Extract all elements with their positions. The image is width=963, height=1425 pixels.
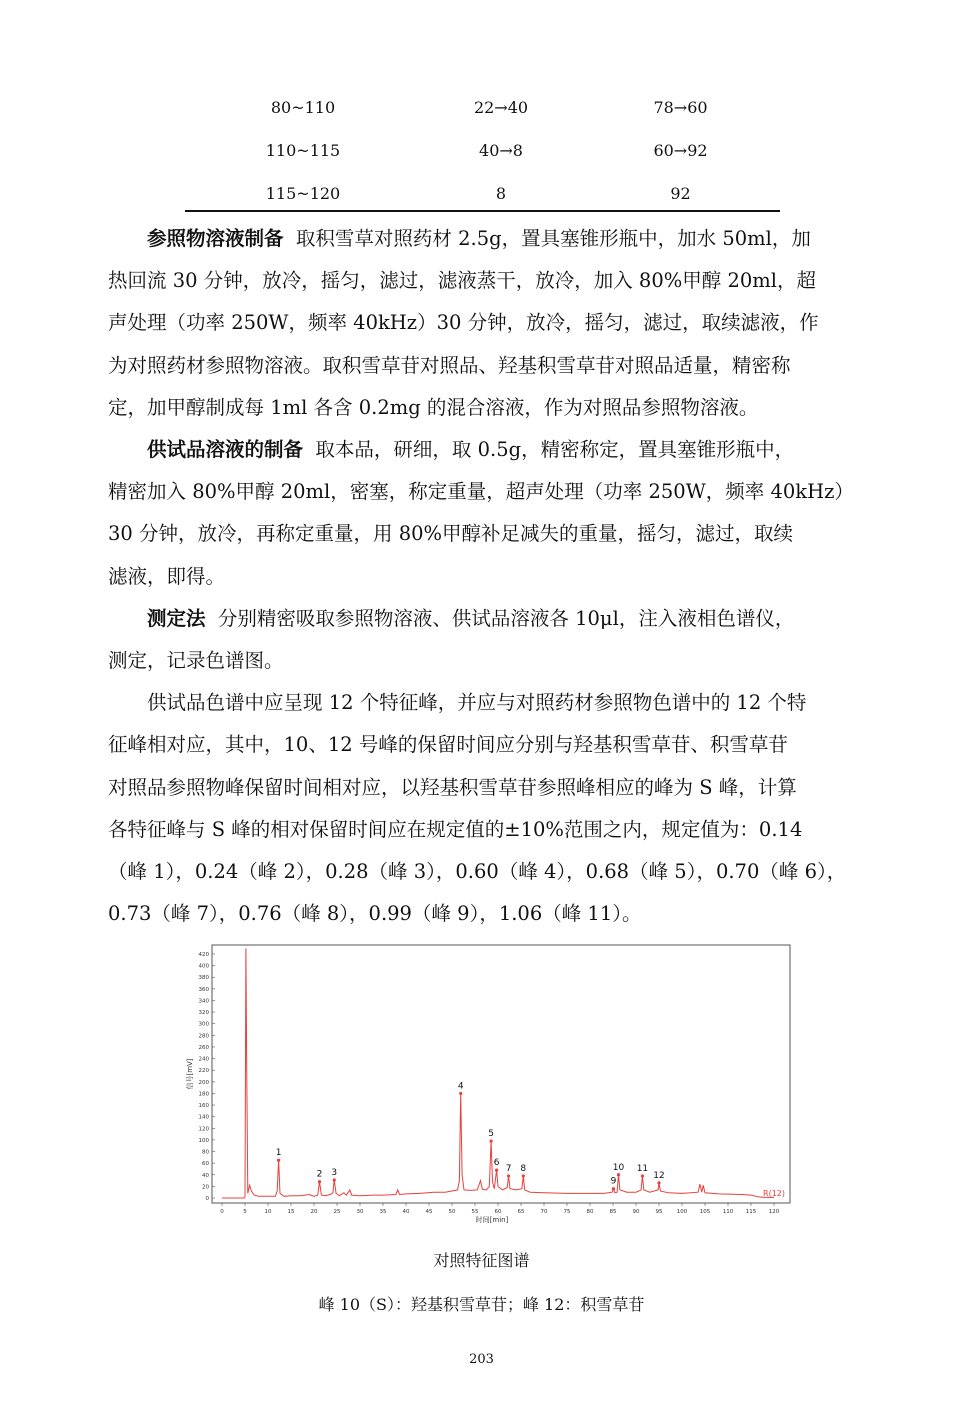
- y-tick-label: 20: [202, 1184, 209, 1191]
- peak-marker: [333, 1178, 336, 1181]
- x-tick-label: 120: [768, 1209, 780, 1215]
- x-tick-label: 50: [448, 1209, 456, 1215]
- table-row: [185, 129, 780, 172]
- y-tick-label: 0: [205, 1196, 209, 1202]
- x-tick-label: 90: [632, 1209, 640, 1215]
- peak-label: 10: [612, 1162, 625, 1173]
- x-tick-label: 15: [287, 1209, 295, 1215]
- peak-label: 11: [636, 1163, 649, 1174]
- table-cell-phase-b: 60→92: [653, 141, 708, 160]
- gradient-table: [185, 86, 780, 215]
- text-line: 为对照药材参照物溶液。取积雪草苷对照品、羟基积雪草苷对照品适量，精密称: [108, 353, 791, 377]
- text-line: 定，加甲醇制成每 1ml 各含 0.2mg 的混合溶液，作为对照品参照物溶液。: [108, 395, 759, 419]
- text-line: 滤液，即得。: [108, 564, 226, 588]
- peak-label: 3: [331, 1167, 338, 1178]
- y-tick-label: 160: [198, 1103, 209, 1110]
- paragraph-reference-solution: [108, 218, 858, 260]
- peak-label: 1: [275, 1148, 282, 1159]
- peak-marker: [617, 1173, 620, 1176]
- table-cell-phase-b: 92: [670, 184, 691, 203]
- table-cell-phase-a: 40→8: [479, 141, 523, 160]
- table-cell-time: 110~115: [265, 141, 341, 160]
- section-heading: 供试品溶液的制备: [147, 438, 304, 462]
- peak-marker: [657, 1181, 660, 1184]
- y-axis-label: 信号[mV]: [186, 1058, 194, 1090]
- section-heading: 测定法: [147, 606, 206, 630]
- y-tick-label: 80: [202, 1149, 209, 1156]
- text-line: （峰 1），0.24（峰 2），0.28（峰 3），0.60（峰 4），0.68（峰 5），0.70（峰 6），: [108, 860, 847, 884]
- text-line: 征峰相对应，其中，10、12 号峰的保留时间应分别与羟基积雪草苷、积雪草苷: [108, 733, 788, 757]
- y-tick-label: 300: [198, 1021, 209, 1028]
- text-line: 0.73（峰 7），0.76（峰 8），0.99（峰 9），1.06（峰 11）。: [108, 902, 642, 926]
- y-tick-label: 100: [198, 1137, 209, 1144]
- table-row: [185, 86, 780, 129]
- y-tick-label: 60: [202, 1161, 209, 1168]
- x-axis-label: 时间[min]: [475, 1216, 509, 1224]
- x-tick-label: 110: [722, 1209, 734, 1215]
- x-tick-label: 5: [243, 1209, 247, 1215]
- y-tick-label: 340: [198, 998, 209, 1005]
- peak-label: 6: [493, 1158, 500, 1169]
- peak-marker: [612, 1187, 615, 1190]
- x-tick-label: 55: [471, 1209, 479, 1215]
- y-tick-label: 400: [198, 963, 209, 970]
- x-tick-label: 10: [264, 1209, 272, 1215]
- peak-label: 8: [520, 1163, 527, 1174]
- body-text: [108, 218, 858, 935]
- peak-marker: [318, 1180, 321, 1183]
- text-line: 对照品参照物峰保留时间相对应，以羟基积雪草苷参照峰相应的峰为 S 峰，计算: [108, 775, 797, 799]
- y-tick-label: 200: [198, 1079, 209, 1086]
- table-bottom-rule: [185, 210, 780, 212]
- x-tick-label: 85: [609, 1209, 617, 1215]
- peak-marker: [507, 1174, 510, 1177]
- page-number: 203: [469, 1352, 494, 1367]
- peak-label: 12: [653, 1170, 665, 1181]
- peak-label: 9: [610, 1176, 617, 1187]
- peak-marker: [641, 1174, 644, 1177]
- paragraph-test-solution: [108, 429, 858, 471]
- plot-frame: [212, 945, 790, 1203]
- peak-labels: [276, 1081, 665, 1190]
- x-tick-label: 80: [586, 1209, 594, 1215]
- x-tick-label: 115: [745, 1209, 757, 1215]
- x-tick-label: 25: [333, 1209, 341, 1215]
- y-tick-label: 420: [198, 952, 209, 958]
- table-cell-phase-a: 8: [495, 184, 507, 203]
- table-cell-phase-b: 78→60: [653, 98, 708, 117]
- text-line: 测定，记录色谱图。: [108, 649, 284, 673]
- y-tick-label: 380: [198, 975, 209, 982]
- text-line: 30 分钟，放冷，再称定重量，用 80%甲醇补足减失的重量，摇匀，滤过，取续: [108, 522, 794, 546]
- text-line: 精密加入 80%甲醇 20ml，密塞，称定重量，超声处理（功率 250W，频率 40kHz）: [108, 480, 854, 504]
- table-cell-phase-a: 22→40: [473, 98, 529, 117]
- x-tick-label: 100: [676, 1209, 688, 1215]
- x-tick-label: 105: [699, 1209, 711, 1215]
- figure-note: 峰 10（S）：羟基积雪草苷；峰 12：积雪草苷: [318, 1295, 645, 1314]
- x-tick-label: 30: [356, 1209, 364, 1215]
- peak-label: 5: [488, 1129, 494, 1140]
- y-tick-label: 260: [198, 1044, 209, 1051]
- peak-marker: [495, 1169, 498, 1172]
- peak-label: 4: [457, 1081, 464, 1092]
- x-tick-label: 20: [310, 1209, 318, 1215]
- x-tick-label: 45: [425, 1209, 433, 1215]
- y-tick-label: 320: [198, 1010, 209, 1017]
- x-tick-label: 95: [655, 1209, 663, 1215]
- text-line: 各特征峰与 S 峰的相对保留时间应在规定值的±10%范围之内，规定值为：0.14: [108, 817, 803, 841]
- chromatogram-svg: [182, 940, 792, 1230]
- y-tick-label: 220: [198, 1068, 209, 1075]
- x-tick-label: 0: [220, 1209, 224, 1215]
- peak-marker: [277, 1159, 280, 1162]
- peak-label: 2: [316, 1169, 323, 1180]
- y-tick-label: 40: [202, 1172, 209, 1179]
- figure-title: 对照特征图谱: [433, 1251, 530, 1270]
- text-line: 取积雪草对照药材 2.5g，置具塞锥形瓶中，加水 50ml，加: [295, 227, 811, 250]
- text-line: 热回流 30 分钟，放冷，摇匀，滤过，滤液蒸干，放冷，加入 80%甲醇 20ml，超: [108, 269, 816, 293]
- y-tick-label: 180: [198, 1091, 209, 1098]
- x-tick-label: 70: [540, 1209, 548, 1215]
- text-line: 分别精密吸取参照物溶液、供试品溶液各 10μl，注入液相色谱仪，: [217, 606, 795, 630]
- text-line: 声处理（功率 250W，频率 40kHz）30 分钟，放冷，摇匀，滤过，取续滤液，作: [108, 311, 819, 335]
- y-tick-label: 120: [198, 1126, 209, 1133]
- peak-marker: [490, 1139, 493, 1142]
- y-tick-label: 240: [198, 1056, 209, 1063]
- y-tick-label: 140: [198, 1114, 209, 1121]
- x-tick-label: 75: [563, 1209, 571, 1215]
- axis-ticks: [199, 952, 780, 1215]
- series-label: R(12): [763, 1189, 785, 1198]
- chromatogram-chart: [182, 940, 792, 1230]
- peak-label: 7: [505, 1163, 512, 1174]
- table-cell-time: 80~110: [270, 98, 336, 117]
- x-tick-label: 40: [402, 1209, 410, 1215]
- paragraph-requirement: 供试品色谱中应呈现 12 个特征峰，并应与对照药材参照物色谱中的 12 个特: [147, 691, 807, 715]
- table-cell-time: 115~120: [265, 184, 341, 203]
- text-line: 取本品，研细，取 0.5g，精密称定，置具塞锥形瓶中，: [315, 438, 795, 462]
- y-tick-label: 360: [198, 986, 209, 993]
- section-heading: 参照物溶液制备: [147, 227, 284, 250]
- peak-marker: [522, 1174, 525, 1177]
- table-row: [185, 172, 780, 215]
- x-tick-label: 65: [517, 1209, 525, 1215]
- x-tick-label: 35: [379, 1209, 387, 1215]
- y-tick-label: 280: [198, 1033, 209, 1040]
- paragraph-method: [108, 598, 858, 640]
- peak-marker: [459, 1092, 462, 1095]
- x-tick-label: 60: [494, 1209, 502, 1215]
